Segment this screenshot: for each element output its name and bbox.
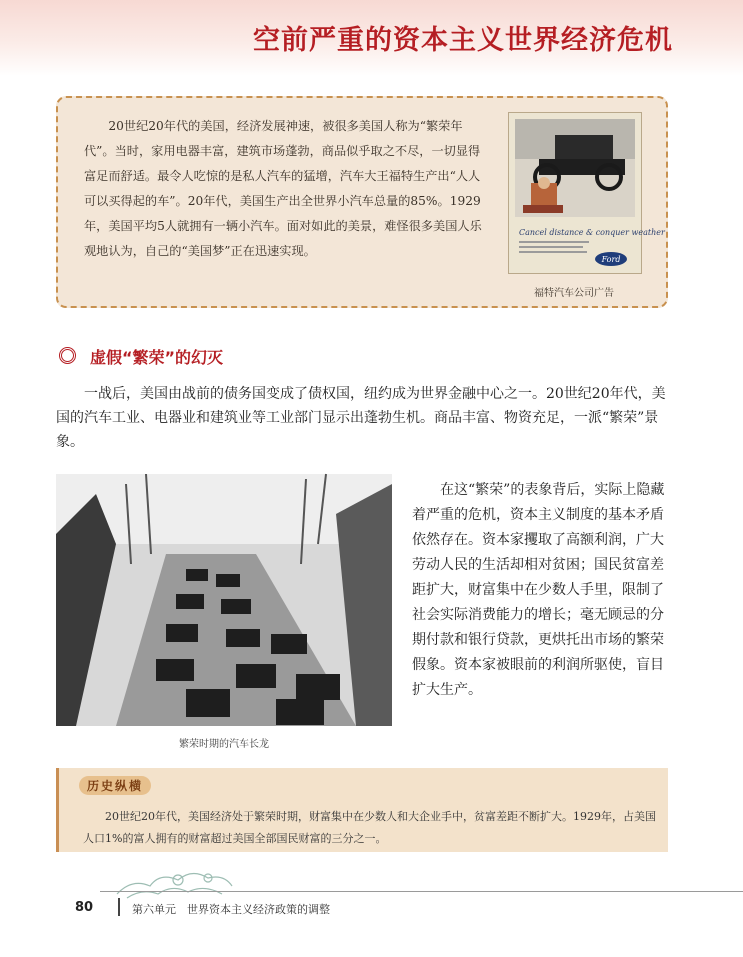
sidebar-text: 20世纪20年代，美国经济处于繁荣时期，财富集中在少数人和大企业手中，贫富差距不断扩大。1929年，占美国人口1%的富人拥有的财富超过美国全部国民财富的三分之一。 bbox=[83, 810, 656, 845]
footer-unit-title: 第六单元 世界资本主义经济政策的调整 bbox=[132, 903, 330, 916]
section-title bbox=[66, 345, 223, 368]
svg-text:Cancel distance & conquer weat: Cancel distance & conquer weather bbox=[519, 228, 665, 237]
intro-text: 20世纪20年代的美国，经济发展神速，被很多美国人称为“繁荣年代”。当时，家用电器丰富，建筑市场蓬勃，商品似乎取之不尽，一切显得富足而舒适。最令人吃惊的是私人汽车的猛增，汽车大王福特生产出“人人可以买得起的车”。20年代，美国生产出全世界小汽车总量的85%。1929年，美国平均5人就拥有一辆小汽车。面对如此的美景，难怪很多美国人乐观地认为，自己的“美国梦”正在迅速实现。 bbox=[84, 119, 482, 258]
body-paragraph-2: 在这“繁荣”的表象背后，实际上隐藏着严重的危机，资本主义制度的基本矛盾依然存在。资本家攫取了高额利润，广大劳动人民的生活却相对贫困；国民贫富差距扩大，财富集中在少数人手里，限制了社会实际消费能力的增长；毫无顾忌的分期付款和银行贷款，更烘托出市场的繁荣假象。资本家被眼前的利润所驱使，盲目扩大生产。 bbox=[412, 482, 665, 698]
ford-logo: Ford bbox=[601, 255, 621, 264]
car-line-photo bbox=[56, 474, 392, 726]
page-title: 空前严重的资本主义世界经济危机 bbox=[253, 25, 673, 56]
ad-headline bbox=[519, 228, 666, 237]
section-title-text: 虚假“繁荣”的幻灭 bbox=[90, 348, 224, 367]
footer-separator bbox=[118, 898, 120, 916]
body-paragraph-1: 一战后，美国由战前的债务国变成了债权国，纽约成为世界金融中心之一。20世纪20年代，美国的汽车工业、电器业和建筑业等工业部门显示出蓬勃生机。商品丰富、物资充足，一派“繁荣”景象。 bbox=[56, 386, 666, 450]
ad-caption: 福特汽车公司广告 bbox=[534, 288, 614, 299]
history-sidebar bbox=[56, 768, 668, 852]
photo-caption: 繁荣时期的汽车长龙 bbox=[179, 739, 269, 750]
sidebar-label: 历史纵横 bbox=[79, 776, 151, 795]
cloud-ornament-icon bbox=[112, 864, 242, 904]
footer-rule bbox=[100, 891, 743, 892]
intro-box bbox=[56, 96, 668, 308]
page-number: 80 bbox=[75, 900, 94, 915]
ford-ad-image bbox=[508, 112, 665, 274]
